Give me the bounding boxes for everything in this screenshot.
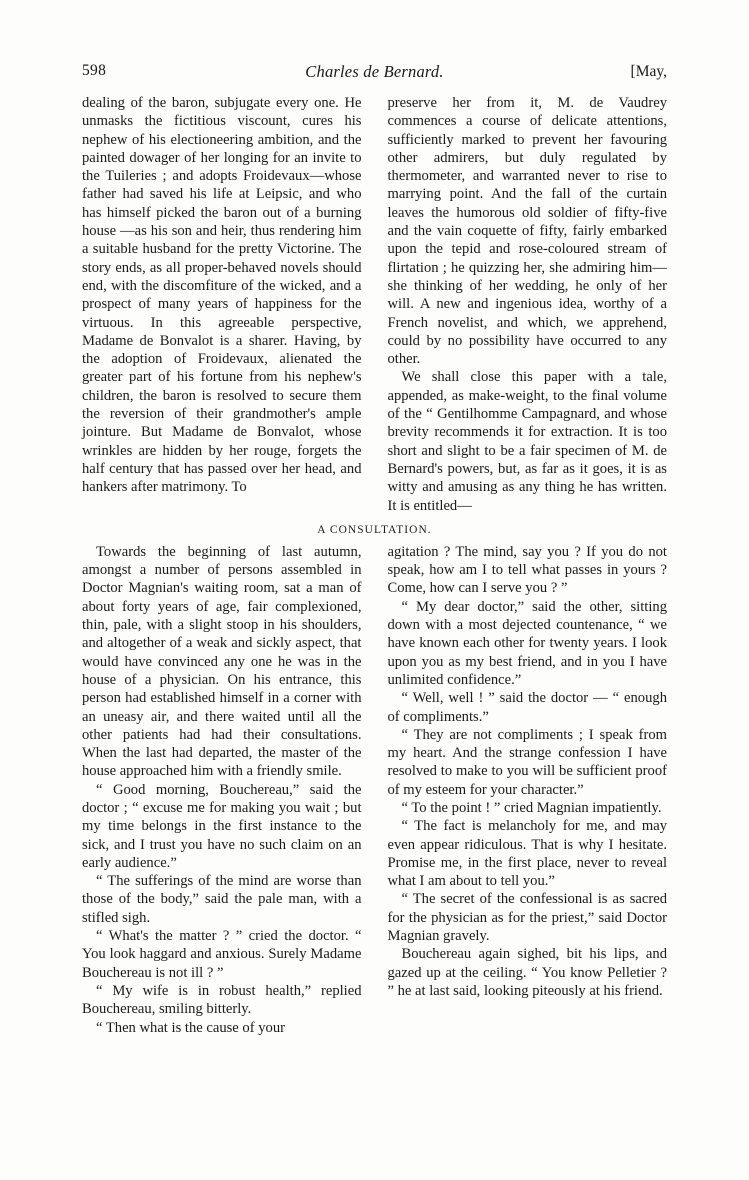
paragraph: “ The fact is melancholy for me, and may even appear ridiculous. That is why I hesitate. Promise me, in the first place, never to reveal what I am about to tell you.” — [387, 818, 667, 890]
paragraph: “ My dear doctor,” said the other, sitting down with a most dejected countenance, “ we have known each other for twenty years. I look upon you as my best friend, and in you I have unlimited confidence.” — [387, 598, 667, 688]
page-content — [82, 62, 667, 1037]
paragraph: Bouchereau again sighed, bit his lips, and gazed up at the ceiling. “ You know Pelletier ? ” he at last said, looking piteously at his friend. — [387, 946, 667, 999]
paragraph: “ They are not compliments ; I speak from my heart. And the strange confession I have resolved to make to you will be sufficient proof of my esteem for your character.” — [387, 726, 667, 798]
paragraph: agitation ? The mind, say you ? If you do not speak, how am I to tell what passes in yours ? Come, how can I serve you ? ” — [387, 543, 667, 597]
column-right-top — [388, 94, 668, 515]
paragraph: “ My wife is in robust health,” replied Bouchereau, smiling bitterly. — [82, 982, 362, 1018]
running-head — [82, 62, 667, 86]
paragraph: Towards the beginning of last autumn, amongst a number of persons assembled in Doctor Magnian's waiting room, sat a man of about forty years of age, fair complexioned, thin, pale, with a slight stoop in his shoulders, and altogether of a weak and sickly aspect, that would have convinced any one he was in the house of a physician. On his entrance, this person had established himself in a corner with an uneasy air, and there waited until all the other patients had had their consultations. When the last had departed, the master of the house approached him with a friendly smile. — [82, 543, 362, 780]
column-left-top — [82, 94, 362, 515]
section-heading-wrap — [82, 524, 667, 536]
body-columns — [82, 543, 667, 1037]
paragraph: “ Then what is the cause of your — [96, 1019, 285, 1036]
paragraph: “ To the point ! ” cried Magnian impatiently. — [401, 799, 662, 816]
paragraph: preserve her from it, M. de Vaudrey commences a course of delicate attentions, sufficiently marked to prevent her favouring other admirers, but duly regulated by thermometer, and warranted never to rise to marrying point. And the fall of the curtain leaves the humorous old soldier of fifty-five and the vain coquette of fifty, fairly embarked upon the tepid and rose-coloured stream of flirtation ; he quizzing her, she admiring him—she thinking of her wedding, he only of her will. A new and ingenious idea, worthy of a French novelist, and which, we apprehend, could by no possibility have occurred to any other. — [387, 95, 667, 368]
column-right-body — [388, 543, 668, 1037]
paragraph: “ The sufferings of the mind are worse than those of the body,” said the pale man, with a stifled sigh. — [82, 873, 362, 926]
paragraph: We shall close this paper with a tale, appended, as make-weight, to the final volume of the “ Gentilhomme Campagnard, and whose brevity recommends it for extraction. It is too short and slight to be a fair specimen of M. de Bernard's powers, but, as far as it goes, it is as witty and amusing as any thing he has written. It is entitled— — [387, 369, 667, 514]
paragraph: “ What's the matter ? ” cried the doctor. “ You look haggard and anxious. Surely Madame Bouchereau is not ill ? ” — [82, 928, 362, 981]
section-heading: A CONSULTATION. — [317, 523, 432, 536]
issue-marker: [May, — [630, 63, 667, 80]
paragraph: “ Good morning, Bouchereau,” said the doctor ; “ excuse me for making you wait ; but my time belongs in the first instance to the sick, and I trust you have no such claim on an early audience.” — [82, 781, 362, 871]
paragraph: dealing of the baron, subjugate every one. He unmasks the fictitious viscount, cures his nephew of his electioneering ambition, and the painted dowager of her longing for an invite to the Tuileries ; and adopts Froidevaux—whose father had saved his life at Leipsic, and who has himself picked the baron out of a burning house —as his son and heir, thus rendering him a suitable husband for the pretty Victorine. The story ends, as all proper-behaved novels should end, with the discomfiture of the wicked, and a prospect of many years of happiness for the virtuous. In this agreeable perspective, Madame de Bonvalot is a sharer. Having, by the adoption of Froidevaux, alienated the greater part of his fortune from his nephew's children, the baron is resolved to secure them the reversion of their grandmother's ample jointure. But Madame de Bonvalot, whose wrinkles are hidden by her rouge, forgets the half century that has passed over her head, and hankers after matrimony. To — [82, 95, 362, 496]
top-columns — [82, 94, 667, 515]
paragraph: “ The secret of the confessional is as sacred for the physician as for the priest,” said Doctor Magnian gravely. — [387, 891, 667, 945]
page-title: Charles de Bernard. — [305, 62, 444, 81]
page-number: 598 — [82, 62, 107, 79]
paragraph: “ Well, well ! ” said the doctor — “ enough of compliments.” — [387, 690, 667, 725]
column-left-body — [82, 543, 362, 1037]
